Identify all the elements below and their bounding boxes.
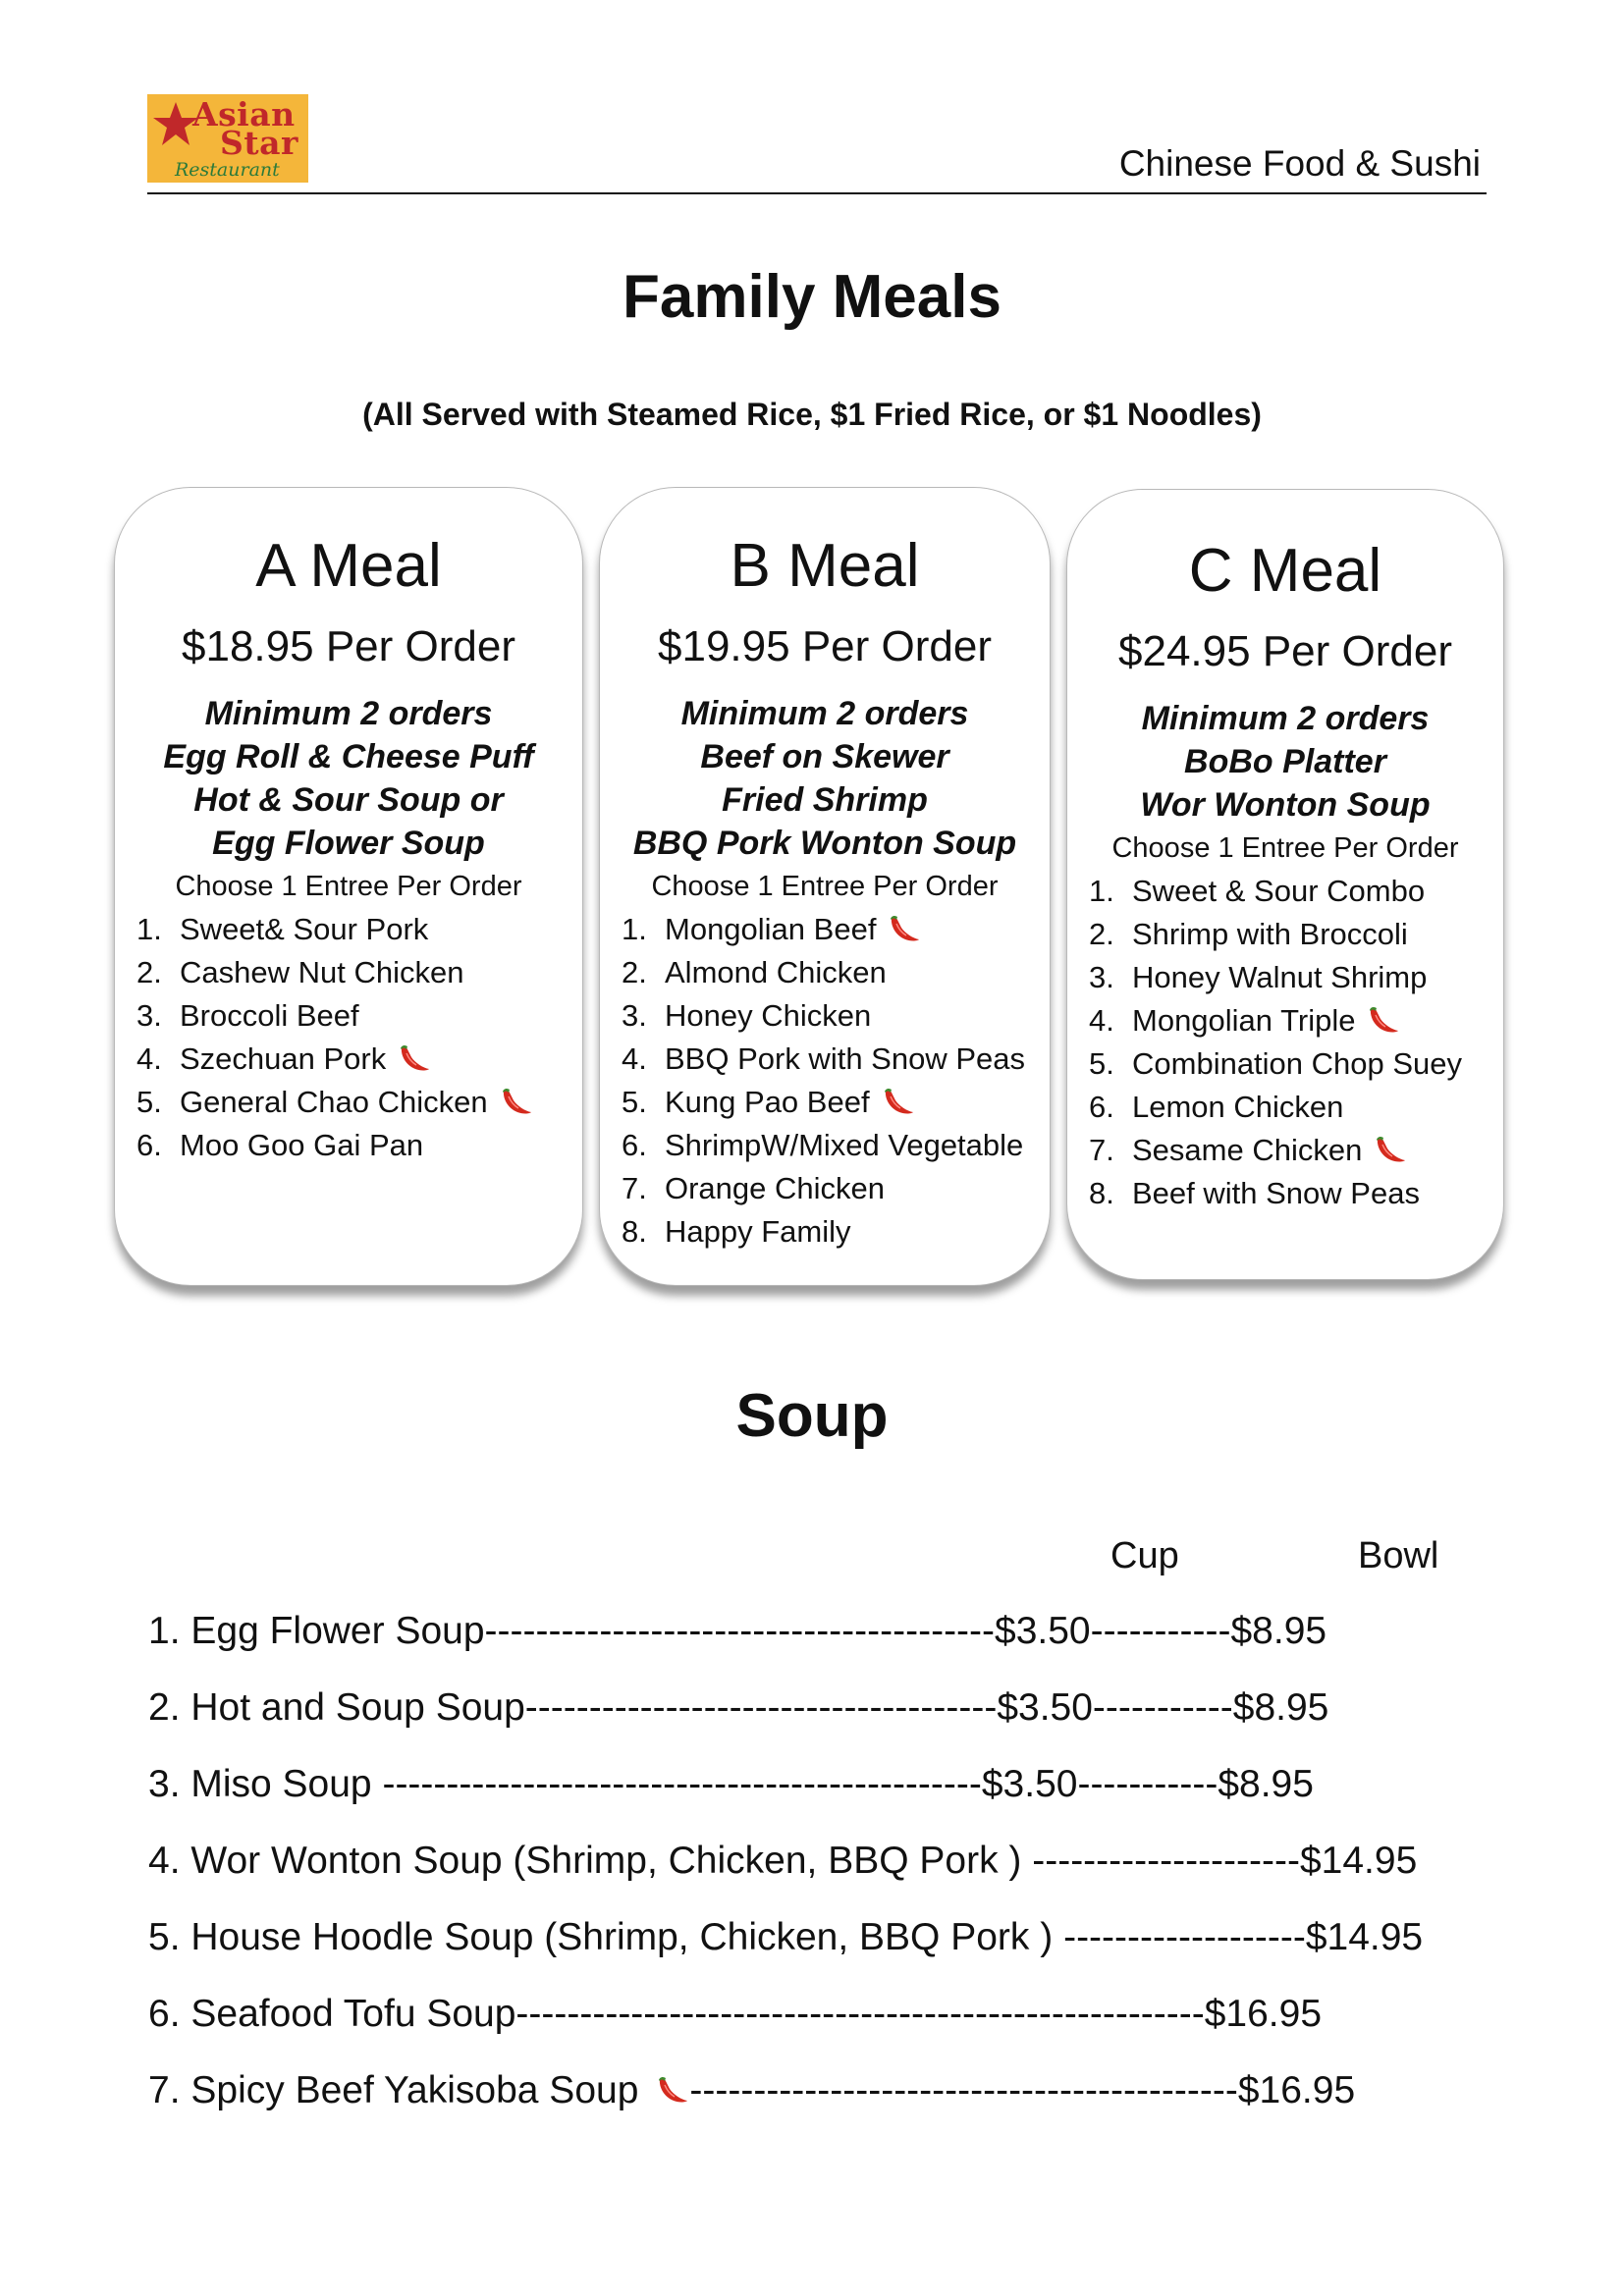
entree-name: Honey Walnut Shrimp <box>1132 960 1428 994</box>
entree-item <box>136 1124 582 1167</box>
entree-item <box>1089 1129 1503 1172</box>
entree-item <box>622 1081 1050 1124</box>
entree-number: 5. <box>622 1085 647 1119</box>
soup-row <box>148 1765 1493 1842</box>
meal-include-item: Minimum 2 orders <box>1141 700 1430 737</box>
entree-number: 1. <box>622 912 647 946</box>
entree-list <box>622 908 1050 1254</box>
soup-row <box>148 1842 1493 1918</box>
entree-name: Broccoli Beef <box>180 998 359 1033</box>
logo-word-star: Star <box>220 124 298 162</box>
chili-pepper-icon <box>882 1087 915 1116</box>
meal-include-item: Egg Roll & Cheese Puff <box>163 738 534 775</box>
entree-item <box>1089 1086 1503 1129</box>
entree-name: Mongolian Beef <box>665 912 877 946</box>
soup-row <box>148 2071 1493 2148</box>
entree-item <box>1089 1172 1503 1215</box>
choose-entree-note: Choose 1 Entree Per Order <box>651 871 999 902</box>
chili-pepper-icon <box>888 914 921 943</box>
meal-includes <box>1067 697 1503 827</box>
entree-number: 2. <box>622 955 647 989</box>
meal-price: $18.95 Per Order <box>182 622 515 670</box>
entree-item <box>622 1210 1050 1254</box>
entree-number: 6. <box>1089 1090 1114 1124</box>
entree-name: Beef with Snow Peas <box>1132 1176 1420 1210</box>
meal-name: B Meal <box>730 532 920 600</box>
entree-number: 3. <box>136 998 162 1033</box>
meal-card-b <box>599 487 1051 1286</box>
family-meals-subtitle: (All Served with Steamed Rice, $1 Fried Rice, or $1 Noodles) <box>362 397 1262 432</box>
entree-item <box>622 908 1050 951</box>
entree-item <box>136 1038 582 1081</box>
bowl-column-header: Bowl <box>1358 1535 1439 1576</box>
entree-name: Mongolian Triple <box>1132 1003 1356 1038</box>
entree-list <box>1089 870 1503 1215</box>
entree-item <box>1089 870 1503 913</box>
soup-row-text: 2. Hot and Soup Soup-------------------------------------$3.50-----------$8.95 <box>148 1686 1329 1729</box>
entree-item <box>1089 956 1503 999</box>
entree-item <box>622 1167 1050 1210</box>
entree-item <box>136 1081 582 1124</box>
entree-list <box>136 908 582 1167</box>
entree-name: ShrimpW/Mixed Vegetable <box>665 1128 1024 1162</box>
entree-name: BBQ Pork with Snow Peas <box>665 1041 1025 1076</box>
restaurant-logo <box>147 94 308 183</box>
entree-number: 5. <box>1089 1046 1114 1081</box>
entree-item <box>622 951 1050 994</box>
meal-include-item: Wor Wonton Soup <box>1140 786 1431 824</box>
meal-includes <box>600 692 1050 865</box>
choose-entree-note: Choose 1 Entree Per Order <box>175 871 522 902</box>
soup-row-text: 3. Miso Soup -----------------------------------------------$3.50-----------$8.95 <box>148 1763 1314 1805</box>
meal-name: A Meal <box>255 532 442 600</box>
entree-name: Kung Pao Beef <box>665 1085 870 1119</box>
meal-include-item: BoBo Platter <box>1184 743 1386 780</box>
entree-item <box>1089 913 1503 956</box>
entree-number: 4. <box>136 1041 162 1076</box>
entree-number: 3. <box>1089 960 1114 994</box>
entree-number: 1. <box>136 912 162 946</box>
logo-word-restaurant: Restaurant <box>175 159 280 181</box>
entree-name: Lemon Chicken <box>1132 1090 1344 1124</box>
meal-price: $19.95 Per Order <box>658 622 992 670</box>
entree-name: Cashew Nut Chicken <box>180 955 464 989</box>
meal-include-item: Minimum 2 orders <box>204 695 493 732</box>
meal-price: $24.95 Per Order <box>1118 627 1452 675</box>
meal-include-item: Fried Shrimp <box>722 781 928 819</box>
soup-row <box>148 1995 1493 2071</box>
entree-item <box>1089 999 1503 1042</box>
entree-number: 8. <box>622 1214 647 1249</box>
entree-item <box>622 1038 1050 1081</box>
soup-row <box>148 1612 1493 1688</box>
tagline: Chinese Food & Sushi <box>1118 143 1481 184</box>
entree-number: 3. <box>622 998 647 1033</box>
entree-number: 1. <box>1089 874 1114 908</box>
entree-number: 5. <box>136 1085 162 1119</box>
entree-number: 7. <box>622 1171 647 1205</box>
entree-item <box>136 908 582 951</box>
cup-column-header: Cup <box>1110 1535 1179 1576</box>
soup-row-text: 1. Egg Flower Soup----------------------------------------$3.50-----------$8.95 <box>148 1610 1327 1652</box>
entree-number: 7. <box>1089 1133 1114 1167</box>
meal-card-c <box>1066 489 1504 1280</box>
meal-include-item: Minimum 2 orders <box>680 695 969 732</box>
entree-number: 2. <box>1089 917 1114 951</box>
entree-name: Combination Chop Suey <box>1132 1046 1463 1081</box>
entree-number: 8. <box>1089 1176 1114 1210</box>
soup-title: Soup <box>735 1382 889 1450</box>
soup-list <box>148 1612 1493 2148</box>
entree-item <box>622 994 1050 1038</box>
entree-item <box>136 951 582 994</box>
entree-name: Shrimp with Broccoli <box>1132 917 1408 951</box>
soup-row <box>148 1688 1493 1765</box>
entree-number: 4. <box>1089 1003 1114 1038</box>
chili-pepper-icon <box>1374 1135 1407 1164</box>
soup-row-text: 5. House Hoodle Soup (Shrimp, Chicken, BBQ Pork ) -------------------$14.95 <box>148 1916 1424 1958</box>
entree-number: 4. <box>622 1041 647 1076</box>
soup-row-text: 4. Wor Wonton Soup (Shrimp, Chicken, BBQ Pork ) ---------------------$14.95 <box>148 1840 1418 1882</box>
soup-row-text: 7. Spicy Beef Yakisoba Soup <box>148 2069 639 2111</box>
choose-entree-note: Choose 1 Entree Per Order <box>1111 832 1459 864</box>
meal-include-item: Hot & Sour Soup or <box>193 781 504 819</box>
family-meals-title: Family Meals <box>623 263 1001 331</box>
entree-item <box>1089 1042 1503 1086</box>
soup-row-text: 6. Seafood Tofu Soup------------------------------------------------------$16.95 <box>148 1993 1323 2035</box>
entree-item <box>136 994 582 1038</box>
header-divider <box>147 192 1487 194</box>
entree-name: Orange Chicken <box>665 1171 886 1205</box>
entree-name: Moo Goo Gai Pan <box>180 1128 424 1162</box>
entree-name: Szechuan Pork <box>180 1041 387 1076</box>
entree-name: Honey Chicken <box>665 998 872 1033</box>
meal-include-item: Beef on Skewer <box>700 738 949 775</box>
soup-row-price: -------------------------------------------$16.95 <box>689 2069 1356 2111</box>
entree-item <box>622 1124 1050 1167</box>
entree-name: Sesame Chicken <box>1132 1133 1363 1167</box>
chili-pepper-icon <box>1367 1005 1400 1035</box>
chili-pepper-icon <box>398 1043 431 1073</box>
entree-number: 6. <box>622 1128 647 1162</box>
logo-word-asian: Asian <box>192 95 296 133</box>
soup-row <box>148 1918 1493 1995</box>
meal-includes <box>115 692 582 865</box>
entree-name: Sweet & Sour Combo <box>1132 874 1426 908</box>
entree-number: 2. <box>136 955 162 989</box>
meal-include-item: BBQ Pork Wonton Soup <box>632 825 1017 862</box>
entree-name: Happy Family <box>665 1214 851 1249</box>
meal-card-a <box>114 487 583 1286</box>
entree-name: General Chao Chicken <box>180 1085 488 1119</box>
meal-name: C Meal <box>1188 537 1382 605</box>
meal-include-item: Egg Flower Soup <box>212 825 485 862</box>
entree-number: 6. <box>136 1128 162 1162</box>
entree-name: Almond Chicken <box>665 955 887 989</box>
chili-pepper-icon <box>656 2075 689 2105</box>
chili-pepper-icon <box>500 1087 533 1116</box>
entree-name: Sweet& Sour Pork <box>180 912 429 946</box>
